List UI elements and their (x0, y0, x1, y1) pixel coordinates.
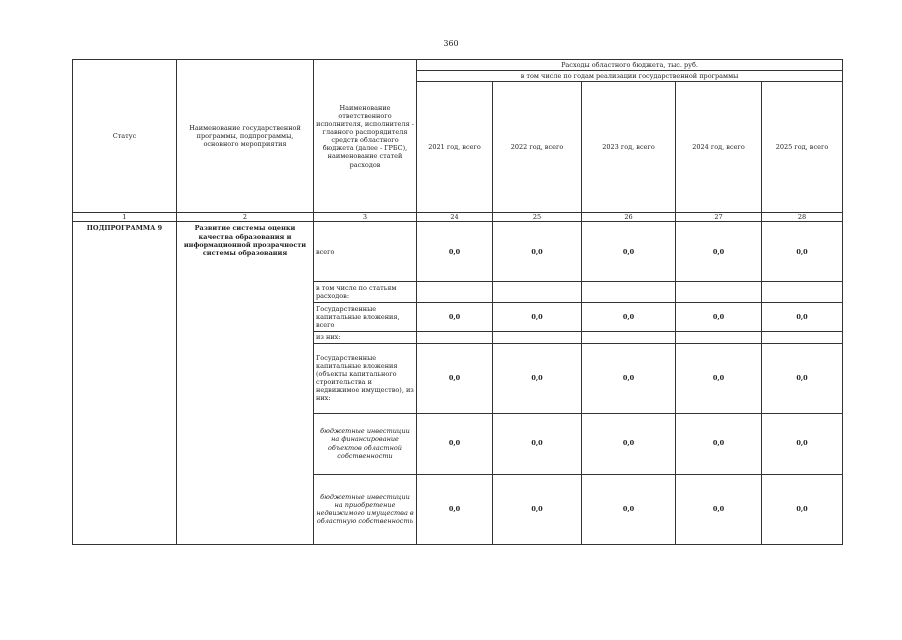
subprogram-name: Развитие системы оценки качества образования и информационной прозрачности системы образования (177, 222, 314, 544)
cell-value: 0,0 (493, 303, 582, 332)
header-status: Статус (73, 60, 177, 213)
cell-value: 0,0 (493, 474, 582, 544)
header-year-2021: 2021 год, всего (417, 82, 493, 213)
cell-value: 0,0 (676, 303, 762, 332)
row-label: Государственные капитальные вложения (объекты капитального строительства и недвижимое имущество), из них: (314, 343, 417, 413)
cell-value: 0,0 (762, 303, 843, 332)
cell-value: 0,0 (582, 303, 676, 332)
cell-value: 0,0 (417, 413, 493, 474)
cell-value: 0,0 (493, 222, 582, 282)
header-expenses: Расходы областного бюджета, тыс. руб. (417, 60, 843, 71)
cell-value (493, 282, 582, 303)
cell-value (417, 282, 493, 303)
column-number: 24 (417, 213, 493, 222)
cell-value: 0,0 (762, 413, 843, 474)
column-number: 27 (676, 213, 762, 222)
subprogram-status: ПОДПРОГРАММА 9 (73, 222, 177, 544)
cell-value: 0,0 (676, 474, 762, 544)
header-program-name: Наименование государственной программы, подпрограммы, основного мероприятия (177, 60, 314, 213)
cell-value (582, 332, 676, 343)
cell-value: 0,0 (676, 413, 762, 474)
cell-value: 0,0 (676, 222, 762, 282)
cell-value: 0,0 (676, 343, 762, 413)
cell-value (493, 332, 582, 343)
page-number: 360 (443, 39, 459, 48)
column-number: 1 (73, 213, 177, 222)
header-year-2022: 2022 год, всего (493, 82, 582, 213)
cell-value (762, 282, 843, 303)
row-label: из них: (314, 332, 417, 343)
header-year-2024: 2024 год, всего (676, 82, 762, 213)
header-by-years: в том числе по годам реализации государственной программы (417, 71, 843, 82)
cell-value (417, 332, 493, 343)
row-label: Государственные капитальные вложения, всего (314, 303, 417, 332)
header-year-2025: 2025 год, всего (762, 82, 843, 213)
header-executor: Наименование ответственного исполнителя, исполнителя - главного распорядителя средств областного бюджета (далее - ГРБС), наименование статей расходов (314, 60, 417, 213)
cell-value: 0,0 (582, 343, 676, 413)
cell-value: 0,0 (493, 343, 582, 413)
cell-value: 0,0 (493, 413, 582, 474)
column-number: 26 (582, 213, 676, 222)
column-number: 2 (177, 213, 314, 222)
cell-value: 0,0 (582, 222, 676, 282)
column-number: 25 (493, 213, 582, 222)
row-label: в том числе по статьям расходов: (314, 282, 417, 303)
cell-value: 0,0 (582, 413, 676, 474)
cell-value: 0,0 (762, 343, 843, 413)
header-year-2023: 2023 год, всего (582, 82, 676, 213)
row-label: бюджетные инвестиции на финансирование объектов областной собственности (314, 413, 417, 474)
column-number: 3 (314, 213, 417, 222)
cell-value: 0,0 (417, 474, 493, 544)
column-number: 28 (762, 213, 843, 222)
budget-table (72, 59, 843, 545)
cell-value: 0,0 (417, 222, 493, 282)
row-label: бюджетные инвестиции на приобретение недвижимого имущества в областную собственность (314, 474, 417, 544)
cell-value: 0,0 (582, 474, 676, 544)
cell-value: 0,0 (762, 474, 843, 544)
cell-value: 0,0 (762, 222, 843, 282)
cell-value (582, 282, 676, 303)
cell-value: 0,0 (417, 343, 493, 413)
cell-value (676, 332, 762, 343)
row-label: всего (314, 222, 417, 282)
cell-value (676, 282, 762, 303)
cell-value (762, 332, 843, 343)
cell-value: 0,0 (417, 303, 493, 332)
table-row (73, 222, 843, 282)
